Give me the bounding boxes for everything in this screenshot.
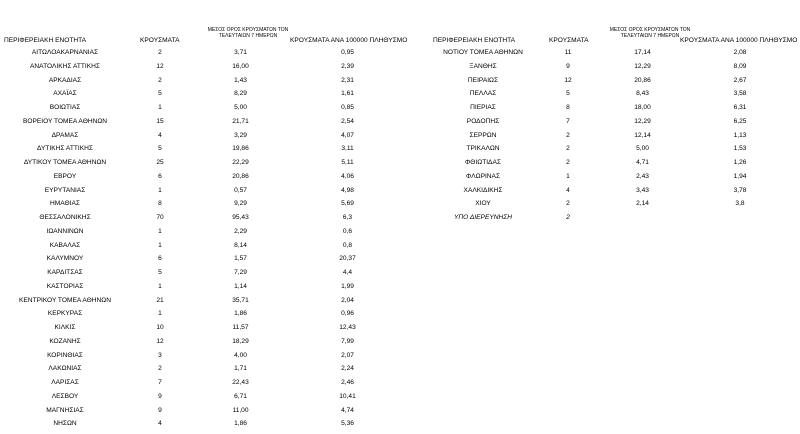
cases-cell: 5 xyxy=(158,90,162,98)
cases-cell: 7 xyxy=(566,117,570,125)
per100k-cell: 10,41 xyxy=(339,392,356,400)
table-row xyxy=(0,407,800,421)
table-row xyxy=(0,379,800,393)
avg-cell: 18,29 xyxy=(232,337,249,345)
region-cell: ΕΥΡΥΤΑΝΙΑΣ xyxy=(44,186,86,194)
per100k-cell: 0,96 xyxy=(341,310,354,318)
per100k-cell: 20,37 xyxy=(339,255,356,263)
avg-cell: 2,43 xyxy=(636,172,649,180)
cases-cell: 2 xyxy=(566,131,570,139)
per100k-cell: 4,98 xyxy=(341,186,354,194)
per100k-cell: 5,11 xyxy=(341,159,354,166)
region-cell: ΧΑΛΚΙΔΙΚΗΣ xyxy=(463,186,503,194)
per100k-cell: 1,61 xyxy=(341,90,354,98)
per100k-cell: 2,07 xyxy=(341,351,354,359)
cases-cell: 2 xyxy=(566,159,570,166)
table-row xyxy=(0,118,800,132)
table-row xyxy=(0,324,800,338)
region-cell: ΤΡΙΚΑΛΩΝ xyxy=(466,145,500,153)
region-cell: ΚΑΣΤΟΡΙΑΣ xyxy=(46,282,84,290)
cases-cell: 5 xyxy=(566,90,570,98)
cases-cell: 2 xyxy=(158,76,162,84)
avg-cell: 8,14 xyxy=(234,241,247,249)
cases-cell: 6 xyxy=(158,172,162,180)
avg-cell: 95,43 xyxy=(232,214,249,221)
table-row xyxy=(0,297,800,311)
cases-cell: 12 xyxy=(156,62,164,70)
right-header-per100k: ΚΡΟΥΣΜΑΤΑ ΑΝΑ 100000 ΠΛΗΘΥΣΜΟ xyxy=(680,37,798,44)
per100k-cell: 1,13 xyxy=(733,131,747,139)
table-row xyxy=(0,187,800,201)
region-cell: ΚΟΖΑΝΗΣ xyxy=(49,337,81,345)
region-cell: ΡΟΔΟΠΗΣ xyxy=(466,117,500,125)
avg-cell: 5,00 xyxy=(234,104,247,111)
region-cell: ΛΑΡΙΣΑΣ xyxy=(51,379,79,386)
left-header-avg-line2: ΤΕΛΕΥΤΑΙΩΝ 7 ΗΜΕΡΩΝ xyxy=(218,33,278,39)
region-cell: ΔΥΤΙΚΗΣ ΑΤΤΙΚΗΣ xyxy=(37,145,93,153)
per100k-cell: 12,43 xyxy=(339,324,356,331)
table-row xyxy=(0,49,800,63)
region-cell: ΠΙΕΡΙΑΣ xyxy=(470,104,496,111)
cases-cell: 3 xyxy=(158,351,162,359)
region-cell: ΚΑΒΑΛΑΣ xyxy=(49,241,81,249)
region-cell: ΦΘΙΩΤΙΔΑΣ xyxy=(465,159,501,166)
table-row xyxy=(0,242,800,256)
per100k-cell: 2,04 xyxy=(341,296,354,304)
table-row xyxy=(0,283,800,297)
region-cell: ΒΟΡΕΙΟΥ ΤΟΜΕΑ ΑΘΗΝΩΝ xyxy=(22,117,108,125)
cases-cell: 5 xyxy=(158,145,162,153)
per100k-cell: 3,78 xyxy=(733,186,747,194)
cases-cell: 1 xyxy=(158,282,162,290)
region-cell: ΚΑΛΥΜΝΟΥ xyxy=(46,255,84,263)
table-row xyxy=(0,63,800,77)
per100k-cell: 1,99 xyxy=(341,282,354,290)
table-row xyxy=(0,159,800,173)
cases-cell: 9 xyxy=(566,62,570,70)
avg-cell: 18,00 xyxy=(634,104,651,111)
avg-cell: 4,00 xyxy=(234,351,247,359)
region-cell: ΔΥΤΙΚΟΥ ΤΟΜΕΑ ΑΘΗΝΩΝ xyxy=(23,159,107,166)
avg-cell: 8,29 xyxy=(234,90,247,98)
table-row xyxy=(0,420,800,434)
cases-cell: 2 xyxy=(566,200,570,208)
avg-cell: 4,71 xyxy=(636,159,649,166)
region-cell: ΥΠΟ ΔΙΕΡΕΥΝΗΣΗ xyxy=(454,214,512,221)
left-header-avg xyxy=(198,27,298,39)
cases-cell: 12 xyxy=(156,337,164,345)
table-row xyxy=(0,90,800,104)
avg-cell: 35,71 xyxy=(232,296,249,304)
left-header-per100k: ΚΡΟΥΣΜΑΤΑ ΑΝΑ 100000 ΠΛΗΘΥΣΜΟ xyxy=(290,37,408,44)
table-row xyxy=(0,310,800,324)
per100k-cell: 0,8 xyxy=(342,241,353,249)
region-cell: ΙΩΑΝΝΙΝΩΝ xyxy=(46,227,84,235)
per100k-cell: 6,3 xyxy=(342,214,353,221)
per100k-cell: 2,46 xyxy=(341,379,354,386)
avg-cell: 3,29 xyxy=(234,131,247,139)
per100k-cell: 0,6 xyxy=(342,227,353,235)
region-cell: ΧΙΟΥ xyxy=(475,200,491,208)
per100k-cell: 2,54 xyxy=(341,117,354,125)
per100k-cell: 4,74 xyxy=(341,406,354,414)
avg-cell: 3,71 xyxy=(234,49,247,56)
avg-cell: 22,29 xyxy=(232,159,249,166)
per100k-cell: 2,24 xyxy=(341,365,354,373)
cases-cell: 70 xyxy=(156,214,164,221)
per100k-cell: 3,8 xyxy=(735,200,745,208)
table-row xyxy=(0,228,800,242)
table-row xyxy=(0,255,800,269)
avg-cell: 5,00 xyxy=(636,145,649,153)
region-cell: ΠΕΛΛΑΣ xyxy=(469,90,497,98)
avg-cell: 1,14 xyxy=(234,282,247,290)
per100k-cell: 4,07 xyxy=(341,131,354,139)
cases-cell: 12 xyxy=(564,76,572,84)
table-row xyxy=(0,352,800,366)
region-cell: ΚΑΡΔΙΤΣΑΣ xyxy=(47,269,83,276)
cases-cell: 9 xyxy=(158,392,162,400)
per100k-cell: 0,95 xyxy=(341,49,354,56)
avg-cell: 11,00 xyxy=(232,406,249,414)
cases-cell: 8 xyxy=(158,200,162,208)
region-cell: ΚΟΡΙΝΘΙΑΣ xyxy=(47,351,83,359)
cases-cell: 9 xyxy=(158,406,162,414)
cases-cell: 2 xyxy=(566,214,570,221)
table-row xyxy=(0,214,800,228)
region-cell: ΞΑΝΘΗΣ xyxy=(469,62,497,70)
per100k-cell: 8,09 xyxy=(733,62,747,70)
avg-cell: 11,57 xyxy=(232,324,249,331)
cases-cell: 1 xyxy=(158,310,162,318)
region-cell: ΣΕΡΡΩΝ xyxy=(469,131,497,139)
region-cell: ΕΒΡΟΥ xyxy=(53,172,77,180)
avg-cell: 12,29 xyxy=(634,62,651,70)
left-header-avg-line1: ΜΕΣΟΣ ΟΡΟΣ ΚΡΟΥΣΜΑΤΩΝ ΤΟΝ xyxy=(207,27,289,33)
table-row xyxy=(0,338,800,352)
region-cell: ΚΙΛΚΙΣ xyxy=(54,324,76,331)
cases-cell: 7 xyxy=(158,379,162,386)
table-row xyxy=(0,173,800,187)
avg-cell: 1,86 xyxy=(234,310,247,318)
right-header-avg-line1: ΜΕΣΟΣ ΟΡΟΣ ΚΡΟΥΣΜΑΤΩΝ ΤΟΝ xyxy=(609,27,691,33)
avg-cell: 9,29 xyxy=(234,200,247,208)
per100k-cell: 6,25 xyxy=(733,117,747,125)
table-row xyxy=(0,393,800,407)
avg-cell: 1,71 xyxy=(234,365,247,373)
table-row xyxy=(0,200,800,214)
region-cell: ΝΟΤΙΟΥ ΤΟΜΕΑ ΑΘΗΝΩΝ xyxy=(443,49,523,56)
region-cell: ΒΟΙΩΤΙΑΣ xyxy=(49,104,81,111)
cases-cell: 10 xyxy=(156,324,164,331)
region-cell: ΚΕΡΚΥΡΑΣ xyxy=(47,310,83,318)
avg-cell: 19,86 xyxy=(232,145,249,153)
cases-cell: 11 xyxy=(564,49,572,56)
right-header-avg-line2: ΤΕΛΕΥΤΑΙΩΝ 7 ΗΜΕΡΩΝ xyxy=(620,33,680,39)
cases-cell: 2 xyxy=(158,49,162,56)
region-cell: ΦΛΩΡΙΝΑΣ xyxy=(465,172,501,180)
region-cell: ΔΡΑΜΑΣ xyxy=(51,131,79,139)
per100k-cell: 4,4 xyxy=(342,269,353,276)
per100k-cell: 2,08 xyxy=(733,49,747,56)
avg-cell: 22,43 xyxy=(232,379,249,386)
per100k-cell: 2,31 xyxy=(341,76,354,84)
region-cell: ΛΑΚΩΝΙΑΣ xyxy=(48,365,82,373)
region-cell: ΛΕΣΒΟΥ xyxy=(51,392,79,400)
cases-cell: 8 xyxy=(566,104,570,111)
region-cell: ΜΑΓΝΗΣΙΑΣ xyxy=(46,406,84,414)
cases-cell: 21 xyxy=(156,296,164,304)
region-cell: ΘΕΣΣΑΛΟΝΙΚΗΣ xyxy=(39,214,91,221)
table-row xyxy=(0,145,800,159)
region-cell: ΑΝΑΤΟΛΙΚΗΣ ΑΤΤΙΚΗΣ xyxy=(30,62,100,70)
cases-cell: 2 xyxy=(158,365,162,373)
avg-cell: 16,00 xyxy=(232,62,249,70)
avg-cell: 8,43 xyxy=(636,90,649,98)
region-cell: ΑΡΚΑΔΙΑΣ xyxy=(48,76,82,84)
table-row xyxy=(0,104,800,118)
per100k-cell: 2,39 xyxy=(341,62,354,70)
avg-cell: 6,71 xyxy=(234,392,247,400)
cases-cell: 4 xyxy=(158,131,162,139)
region-cell: ΚΕΝΤΡΙΚΟΥ ΤΟΜΕΑ ΑΘΗΝΩΝ xyxy=(19,296,111,304)
cases-cell: 1 xyxy=(566,172,570,180)
per100k-cell: 3,11 xyxy=(341,145,354,153)
cases-cell: 1 xyxy=(158,104,162,111)
avg-cell: 7,29 xyxy=(234,269,247,276)
per100k-cell: 0,85 xyxy=(341,104,354,111)
cases-cell: 1 xyxy=(158,227,162,235)
avg-cell: 12,29 xyxy=(634,117,651,125)
avg-cell: 20,86 xyxy=(634,76,651,84)
region-cell: ΠΕΙΡΑΙΩΣ xyxy=(467,76,499,84)
left-header-cases: ΚΡΟΥΣΜΑΤΑ xyxy=(140,37,180,44)
avg-cell: 3,43 xyxy=(636,186,649,194)
cases-cell: 25 xyxy=(156,159,164,166)
cases-cell: 5 xyxy=(158,269,162,276)
per100k-cell: 5,36 xyxy=(341,420,354,428)
avg-cell: 12,14 xyxy=(634,131,651,139)
cases-cell: 4 xyxy=(566,186,570,194)
avg-cell: 2,29 xyxy=(234,227,247,235)
region-cell: ΑΙΤΩΛΟΑΚΑΡΝΑΝΙΑΣ xyxy=(31,49,99,56)
avg-cell: 0,57 xyxy=(234,186,247,194)
region-cell: ΝΗΣΩΝ xyxy=(53,420,77,428)
per100k-cell: 3,58 xyxy=(733,90,747,98)
table-row xyxy=(0,269,800,283)
cases-cell: 6 xyxy=(158,255,162,263)
right-header-region: ΠΕΡΙΦΕΡΕΙΑΚΗ ΕΝΟΤΗΤΑ xyxy=(433,37,516,44)
cases-cell: 1 xyxy=(158,241,162,249)
cases-cell: 2 xyxy=(566,145,570,153)
per100k-cell: 5,69 xyxy=(341,200,354,208)
avg-cell: 20,86 xyxy=(232,172,249,180)
per100k-cell: 1,26 xyxy=(733,159,747,166)
per100k-cell: 1,94 xyxy=(733,172,747,180)
avg-cell: 17,14 xyxy=(634,49,651,56)
cases-cell: 1 xyxy=(158,186,162,194)
avg-cell: 21,71 xyxy=(232,117,249,125)
region-cell: ΑΧΑΪΑΣ xyxy=(53,90,77,98)
left-header-region: ΠΕΡΙΦΕΡΕΙΑΚΗ ΕΝΟΤΗΤΑ xyxy=(4,37,87,44)
avg-cell: 2,14 xyxy=(636,200,649,208)
avg-cell: 1,57 xyxy=(234,255,247,263)
region-cell: ΗΜΑΘΙΑΣ xyxy=(50,200,80,208)
per100k-cell: 2,67 xyxy=(733,76,747,84)
per100k-cell: 1,53 xyxy=(733,145,747,153)
per100k-cell: 6,31 xyxy=(733,104,747,111)
table-row xyxy=(0,77,800,91)
avg-cell: 1,43 xyxy=(234,76,247,84)
right-header-cases: ΚΡΟΥΣΜΑΤΑ xyxy=(549,37,589,44)
table-row xyxy=(0,365,800,379)
avg-cell: 1,86 xyxy=(234,420,247,428)
table-row xyxy=(0,132,800,146)
cases-cell: 4 xyxy=(158,420,162,428)
cases-cell: 15 xyxy=(156,117,164,125)
per100k-cell: 4,06 xyxy=(341,172,354,180)
per100k-cell: 7,99 xyxy=(341,337,354,345)
